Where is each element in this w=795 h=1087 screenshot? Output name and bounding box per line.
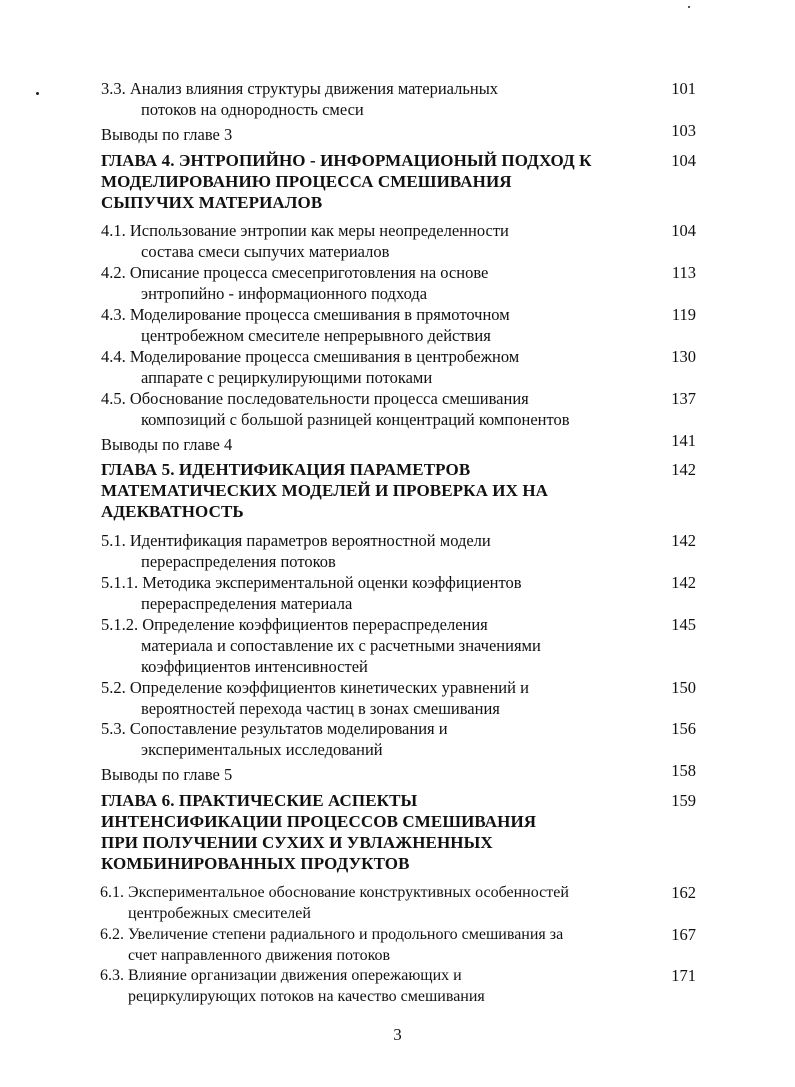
toc-page-number: 119 [671, 305, 696, 324]
page-number: 3 [393, 1025, 402, 1044]
toc-entry-line: потоков на однородность смеси [141, 100, 364, 119]
toc-entry-line: аппарате с рециркулирующими потоками [141, 368, 433, 387]
toc-entry-line: 4.4. Моделирование процесса смешивания в центробежном [101, 347, 520, 366]
toc-entry-3-3 [101, 78, 661, 120]
toc-entry-line: 5.1.1. Методика экспериментальной оценки коэффициентов [101, 573, 522, 592]
toc-entry-4-2 [101, 262, 661, 304]
toc-entry-line: счет направленного движения потоков [128, 947, 391, 964]
toc-page-number: 113 [671, 263, 696, 282]
toc-chapter-6-heading [101, 790, 661, 874]
toc-page-number: 101 [671, 79, 696, 98]
toc-entry-line: 4.5. Обоснование последовательности процесса смешивания [101, 389, 529, 408]
toc-entry-line: композиций с большой разницей концентраций компонентов [141, 410, 570, 429]
toc-entry-4-3 [101, 304, 661, 346]
toc-entry-line: 5.1.2. Определение коэффициентов перераспределения [101, 615, 488, 634]
toc-entry-line: 6.2. Увеличение степени радиального и продольного смешивания за [100, 926, 564, 943]
toc-page-number: 167 [671, 925, 696, 944]
toc-page-number: 137 [671, 389, 696, 408]
toc-entry-conclusions-5 [101, 764, 661, 785]
toc-page-number: 159 [671, 791, 696, 810]
toc-entry-line: 4.3. Моделирование процесса смешивания в прямоточном [101, 305, 510, 324]
toc-entry-line: вероятностей перехода частиц в зонах смешивания [141, 699, 500, 718]
toc-page-number: 156 [671, 719, 696, 738]
toc-entry-line: рециркулирующих потоков на качество смешивания [128, 988, 485, 1005]
toc-entry-4-1 [101, 220, 661, 262]
toc-page-number: 171 [671, 966, 696, 985]
toc-entry-line: коэффициентов интенсивностей [141, 657, 368, 676]
scan-speck [36, 92, 39, 95]
toc-entry-line: энтропийно - информационного подхода [141, 284, 428, 303]
toc-entry-line: 5.3. Сопоставление результатов моделирования и [101, 719, 448, 738]
toc-entry-6-1 [100, 882, 670, 924]
toc-page-number: 142 [671, 531, 696, 550]
toc-page-number: 141 [671, 431, 696, 450]
toc-entry-line: центробежных смесителей [128, 905, 311, 922]
scan-speck [688, 6, 690, 8]
toc-entry-line: 4.1. Использование энтропии как меры неопределенности [101, 221, 509, 240]
toc-entry-line: МОДЕЛИРОВАНИЮ ПРОЦЕССА СМЕШИВАНИЯ [101, 172, 512, 191]
toc-page-number: 104 [671, 151, 696, 170]
toc-entry-5-1-1 [101, 572, 661, 614]
toc-entry-6-3 [100, 965, 670, 1007]
toc-entry-4-4 [101, 346, 661, 388]
toc-entry-line: перераспределения материала [141, 594, 353, 613]
toc-entry-line: СЫПУЧИХ МАТЕРИАЛОВ [101, 193, 323, 212]
toc-page-number: 130 [671, 347, 696, 366]
toc-page-number: 162 [671, 883, 696, 902]
toc-entry-line: ПРИ ПОЛУЧЕНИИ СУХИХ И УВЛАЖНЕННЫХ [101, 833, 493, 852]
toc-page-number: 145 [671, 615, 696, 634]
toc-page-number: 158 [671, 761, 696, 780]
toc-entry-line: состава смеси сыпучих материалов [141, 242, 390, 261]
toc-page-number: 150 [671, 678, 696, 697]
toc-entry-line: ГЛАВА 4. ЭНТРОПИЙНО - ИНФОРМАЦИОНЫЙ ПОДХОД К [101, 151, 592, 170]
toc-entry-line: материала и сопоставление их с расчетными значениями [141, 636, 541, 655]
toc-entry-5-3 [101, 718, 661, 760]
toc-chapter-4-heading [101, 150, 661, 213]
toc-entry-4-5 [101, 388, 661, 430]
toc-entry-line: Выводы по главе 5 [101, 765, 233, 784]
toc-entry-5-1 [101, 530, 661, 572]
toc-page-number: 142 [671, 573, 696, 592]
toc-entry-line: ГЛАВА 5. ИДЕНТИФИКАЦИЯ ПАРАМЕТРОВ [101, 460, 471, 479]
toc-entry-5-2 [101, 677, 661, 719]
toc-entry-line: центробежном смесителе непрерывного действия [141, 326, 491, 345]
toc-entry-line: АДЕКВАТНОСТЬ [101, 502, 244, 521]
toc-entry-5-1-2 [101, 614, 661, 677]
toc-entry-line: 6.1. Экспериментальное обоснование конструктивных особенностей [100, 884, 569, 901]
toc-page-number: 142 [671, 460, 696, 479]
toc-entry-line: 5.2. Определение коэффициентов кинетических уравнений и [101, 678, 529, 697]
toc-entry-line: 4.2. Описание процесса смесеприготовления на основе [101, 263, 489, 282]
toc-entry-6-2 [100, 924, 670, 966]
toc-chapter-5-heading [101, 459, 661, 522]
toc-entry-conclusions-4 [101, 434, 661, 455]
toc-entry-line: экспериментальных исследований [141, 740, 383, 759]
toc-entry-line: перераспределения потоков [141, 552, 336, 571]
toc-entry-line: 5.1. Идентификация параметров вероятностной модели [101, 531, 491, 550]
toc-entry-line: ИНТЕНСИФИКАЦИИ ПРОЦЕССОВ СМЕШИВАНИЯ [101, 812, 537, 831]
toc-page-number: 103 [671, 121, 696, 140]
toc-entry-line: Выводы по главе 3 [101, 125, 233, 144]
toc-entry-line: МАТЕМАТИЧЕСКИХ МОДЕЛЕЙ И ПРОВЕРКА ИХ НА [101, 481, 549, 500]
toc-page-number: 104 [671, 221, 696, 240]
toc-entry-line: 6.3. Влияние организации движения опережающих и [100, 967, 462, 984]
toc-entry-line: Выводы по главе 4 [101, 435, 233, 454]
toc-entry-line: 3.3. Анализ влияния структуры движения материальных [101, 79, 499, 98]
toc-entry-line: КОМБИНИРОВАННЫХ ПРОДУКТОВ [101, 854, 410, 873]
toc-entry-conclusions-3 [101, 124, 661, 145]
toc-entry-line: ГЛАВА 6. ПРАКТИЧЕСКИЕ АСПЕКТЫ [101, 791, 418, 810]
